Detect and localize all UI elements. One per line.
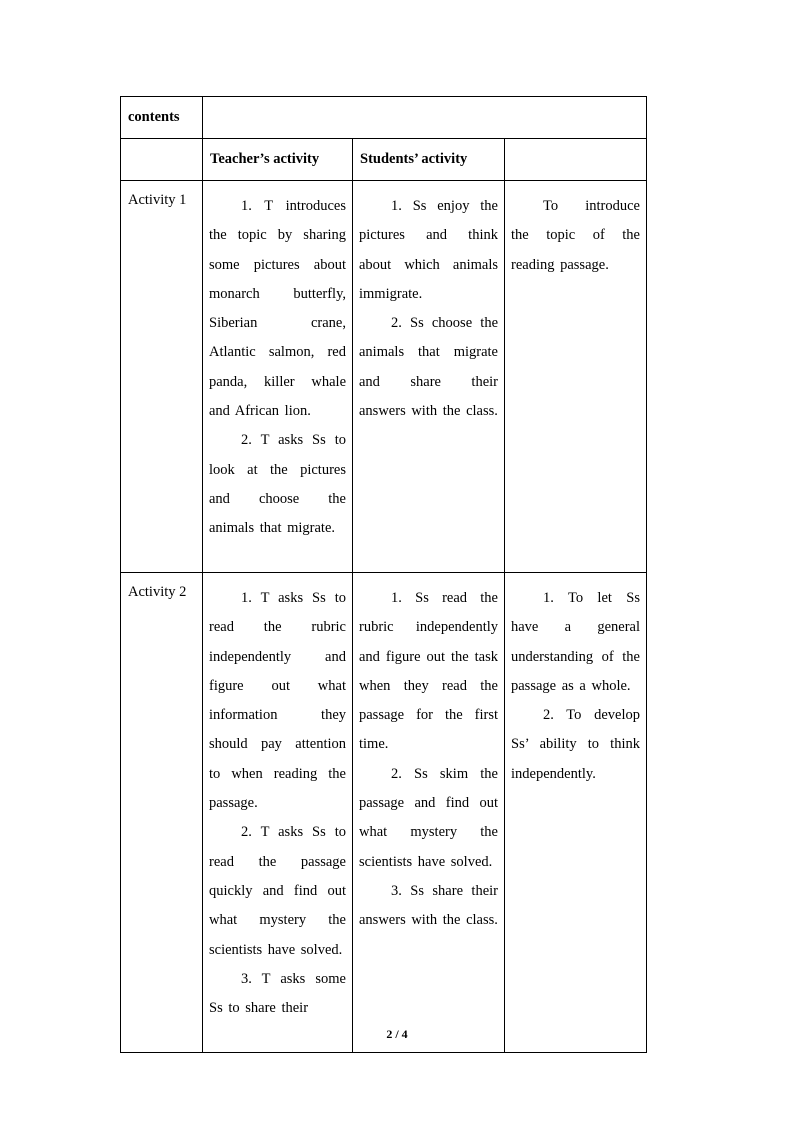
teacher-step: 2. T asks Ss to look at the pictures and choose the animals that migrate. (209, 432, 346, 537)
row-label: Activity 1 (121, 181, 203, 573)
row-label: Activity 2 (121, 573, 203, 1053)
contents-header-cell (121, 97, 203, 139)
students-activity-cell (353, 573, 505, 1053)
teacher-header-cell (203, 139, 353, 181)
teacher-step: 1. T introduces the topic by sharing some pictures about monarch butterfly, Siberian crane, Atlantic salmon, red panda, killer whale and African lion. (209, 198, 346, 420)
students-step: 3. Ss share their answers with the class. (359, 882, 498, 929)
teacher-activity-cell (203, 573, 353, 1053)
students-activity-header: Students’ activity (360, 151, 468, 167)
purpose-text: 1. To let Ss have a general understanding of the passage as a whole. (511, 590, 640, 694)
students-activity-cell (353, 181, 505, 573)
purpose-cell (505, 573, 647, 1053)
table-header-row-2 (121, 139, 647, 181)
teacher-activity-header: Teacher’s activity (210, 151, 320, 167)
teacher-step: 2. T asks Ss to read the passage quickly and find out what mystery the scientists have solved. (209, 824, 346, 958)
purpose-text: To introduce the topic of the reading passage. (511, 198, 640, 273)
teacher-activity-cell (203, 181, 353, 573)
empty-purpose-header-cell (505, 139, 647, 181)
students-step: 2. Ss choose the animals that migrate and share their answers with the class. (359, 315, 498, 420)
purpose-text: 2. To develop Ss’ ability to think independently. (511, 707, 640, 782)
lesson-plan-table (120, 96, 647, 1053)
teacher-step: 1. T asks Ss to read the rubric independently and figure out what information they should pay attention to when reading the passage. (209, 590, 346, 812)
page-number: 2 / 4 (386, 1027, 408, 1041)
contents-header: contents (128, 109, 180, 125)
students-step: 1. Ss read the rubric independently and figure out the task when they read the passage for the first time. (359, 590, 498, 753)
teacher-step: 3. T asks some Ss to share their (209, 970, 346, 1017)
table-row (121, 181, 647, 573)
empty-label-cell (121, 139, 203, 181)
students-step: 1. Ss enjoy the pictures and think about which animals immigrate. (359, 198, 498, 302)
purpose-cell (505, 181, 647, 573)
students-header-cell (353, 139, 505, 181)
table-header-row-1 (121, 97, 647, 139)
empty-header-cell (203, 97, 647, 139)
students-step: 2. Ss skim the passage and find out what mystery the scientists have solved. (359, 765, 498, 870)
table-row (121, 573, 647, 1053)
